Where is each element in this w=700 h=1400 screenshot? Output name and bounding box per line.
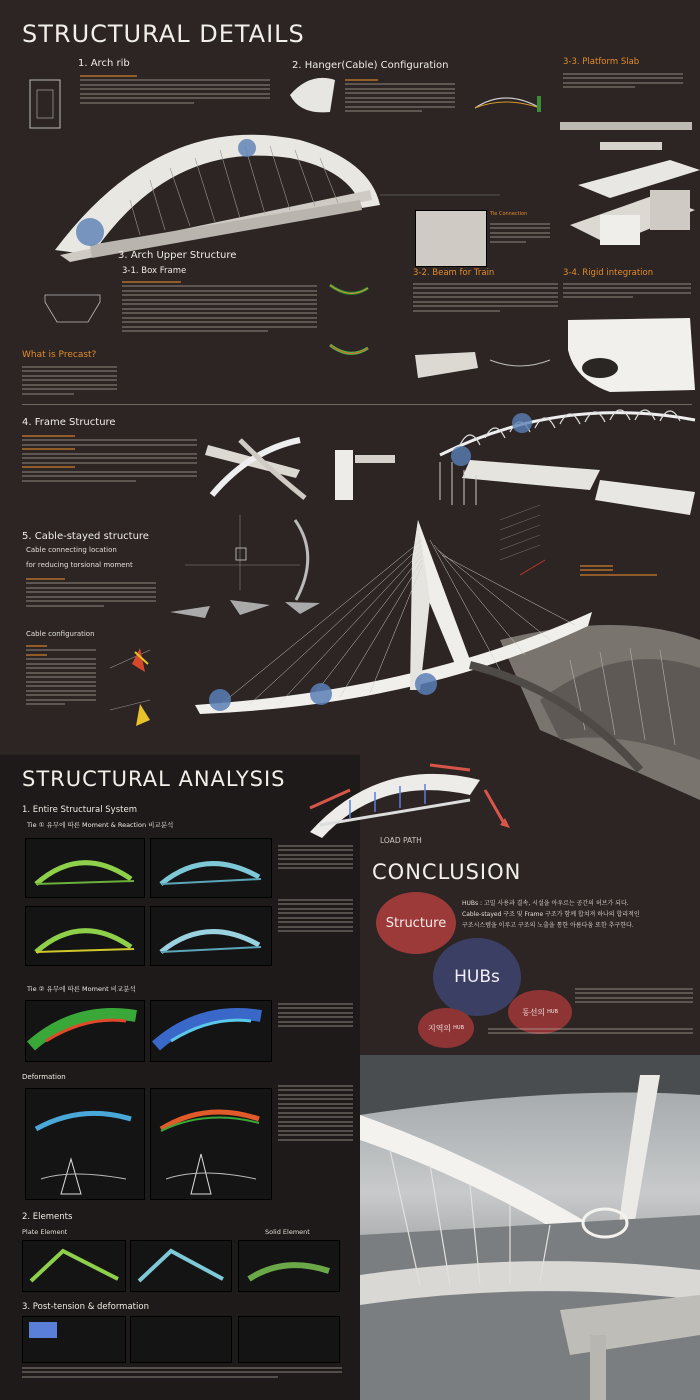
- conclusion-text: [462, 898, 697, 931]
- conclusion-title: CONCLUSION: [372, 860, 522, 884]
- elements-heading: 2. Elements: [22, 1212, 73, 1222]
- box-frame-subheading: 3-1. Box Frame: [122, 266, 187, 276]
- bubble-moving-label: 동선의: [521, 1007, 546, 1017]
- cable-stayed-subheading-2: for reducing torsional moment: [26, 561, 133, 569]
- cable-stayed-heading: 5. Cable-stayed structure: [22, 531, 149, 542]
- bubble-notes-2: [488, 1025, 693, 1037]
- structural-details-title: STRUCTURAL DETAILS: [22, 20, 305, 48]
- beam-train-heading: 3-2. Beam for Train: [413, 268, 495, 278]
- hanger-heading: 2. Hanger(Cable) Configuration: [292, 60, 449, 71]
- bubble-moving-hub-tag: HUB: [547, 1009, 559, 1015]
- post-tension-heading: 3. Post-tension & deformation: [22, 1302, 149, 1312]
- conclusion-text-line-3: 구조시스템을 이루고 구조의 노출을 통한 아름다움 또한 추구한다.: [462, 922, 634, 929]
- rigid-integration-heading: 3-4. Rigid integration: [563, 268, 654, 278]
- bubble-regional-hub-tag: HUB: [453, 1025, 465, 1031]
- arch-rib-heading: 1. Arch rib: [78, 58, 130, 69]
- platform-slab-heading: 3-3. Platform Slab: [563, 57, 640, 67]
- entire-system-heading: 1. Entire Structural System: [22, 805, 137, 815]
- tie1-caption: Tie ① 유무에 따른 Moment & Reaction 비교분석: [27, 821, 174, 829]
- bubble-structure-label: Structure: [385, 915, 447, 931]
- precast-heading: What is Precast?: [22, 350, 97, 360]
- bubble-notes-1: [575, 985, 693, 1006]
- bubble-structure: [376, 892, 456, 954]
- bubble-regional: [418, 1008, 474, 1048]
- plate-element-label: Plate Element: [22, 1228, 68, 1236]
- cable-stayed-subheading-1: Cable connecting location: [26, 546, 117, 554]
- arch-upper-heading: 3. Arch Upper Structure: [118, 250, 237, 261]
- deformation-heading: Deformation: [22, 1073, 66, 1081]
- bubble-hubs: [433, 938, 521, 1016]
- solid-element-label: Solid Element: [265, 1228, 310, 1236]
- cable-configuration-heading: Cable configuration: [26, 630, 95, 638]
- perspective-render: [360, 1055, 700, 1400]
- bubble-hubs-label: HUBs: [454, 967, 500, 987]
- tie-connection-label: Tie Connection: [490, 211, 528, 217]
- conclusion-text-line-1: HUBs : 고밀 사용과 결속, 시설을 아우르는 공간의 허브가 되다.: [462, 900, 629, 907]
- frame-structure-heading: 4. Frame Structure: [22, 417, 116, 428]
- bubble-regional-label: 지역의: [427, 1023, 452, 1033]
- load-path-label: LOAD PATH: [380, 836, 422, 845]
- conclusion-text-line-2: Cable-stayed 구조 및 Frame 구조가 함께 합쳐져 하나의 합리적인: [462, 911, 640, 918]
- structural-analysis-title: STRUCTURAL ANALYSIS: [22, 767, 286, 791]
- tie2-caption: Tie ② 유무에 따른 Moment 비교분석: [27, 985, 136, 993]
